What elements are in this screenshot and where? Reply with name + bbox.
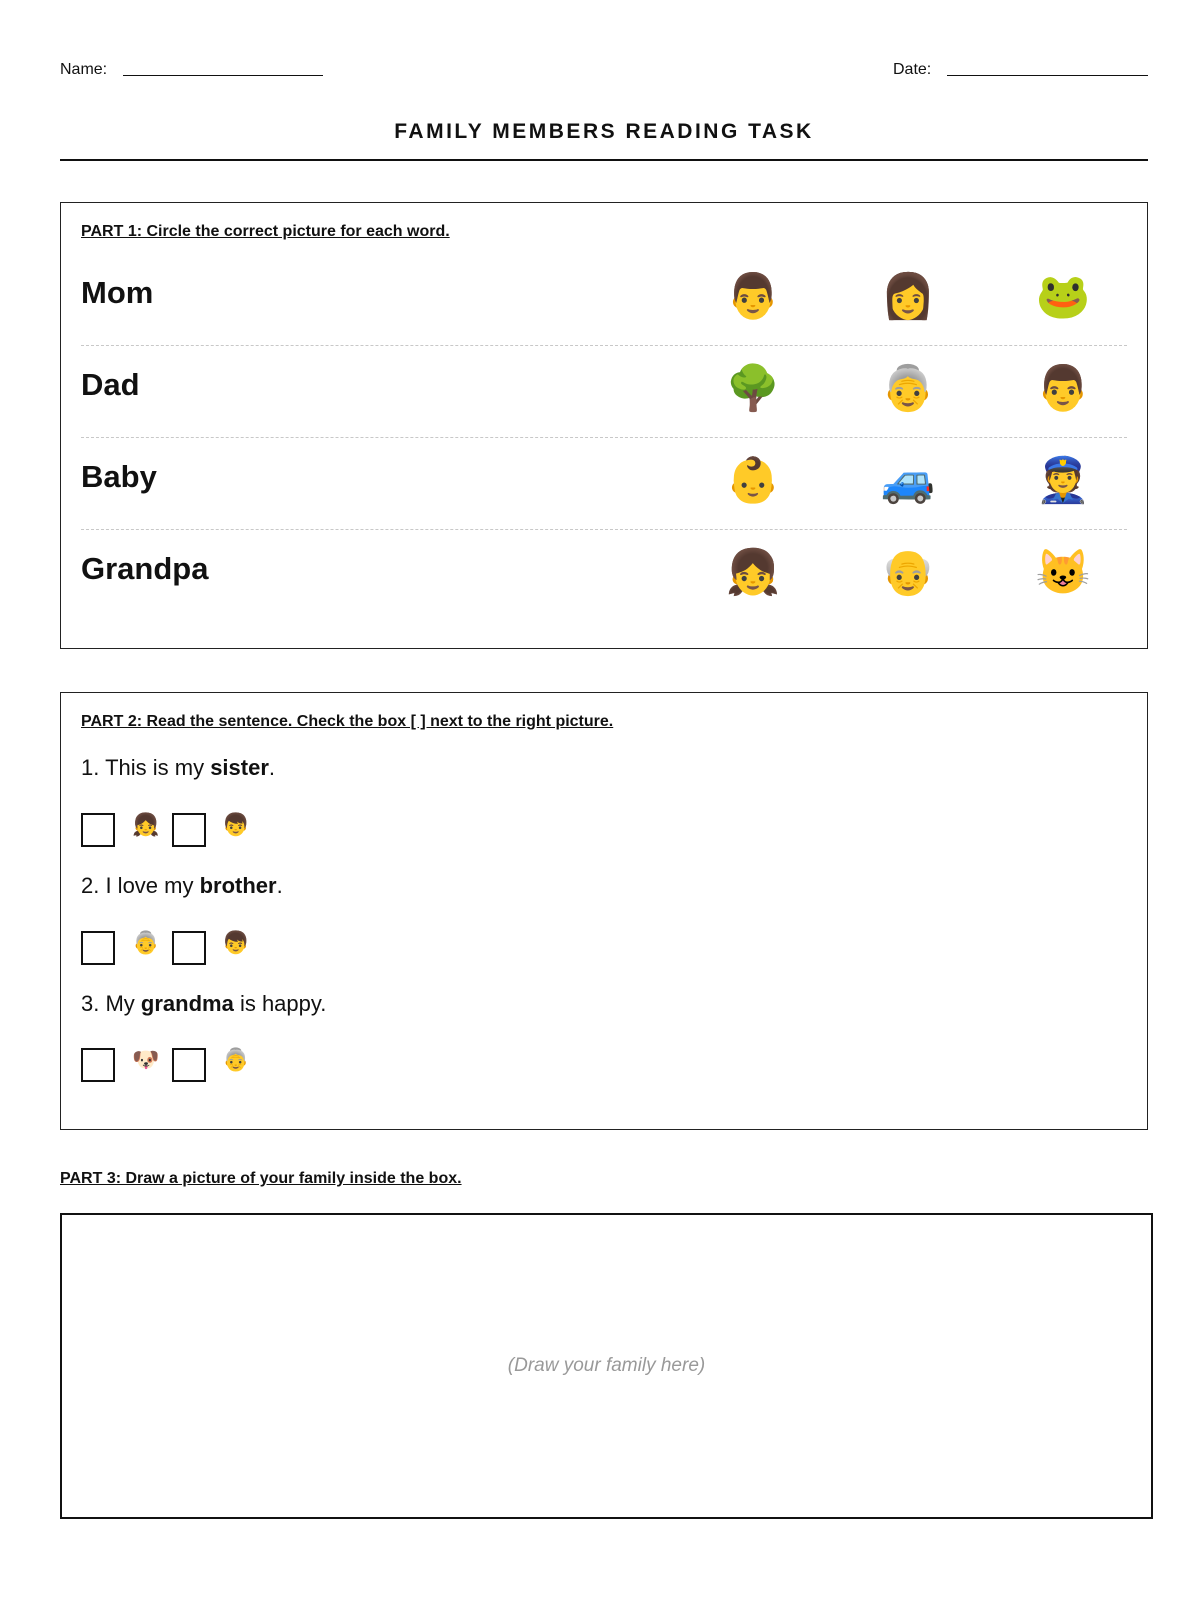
part2-heading: PART 2: Read the sentence. Check the box [ ] next to the right picture. (81, 713, 614, 730)
date-field[interactable] (947, 75, 1148, 76)
sentence-text: . (276, 873, 283, 898)
old-woman-icon: 👵 (132, 930, 160, 955)
baby-icon[interactable]: 👶 (725, 456, 781, 505)
word-label: Dad (81, 367, 140, 402)
checkbox-1a[interactable] (81, 813, 115, 847)
name-field[interactable] (123, 75, 323, 76)
sentence-3 (81, 991, 326, 1017)
woman-face-icon[interactable]: 👩 (880, 272, 936, 321)
drawing-area[interactable] (60, 1213, 1153, 1519)
dog-face-icon: 🐶 (132, 1047, 160, 1072)
sentence-keyword: grandma (140, 991, 234, 1016)
sentence-2 (81, 873, 283, 899)
checkbox-2b[interactable] (172, 931, 206, 965)
frog-icon[interactable]: 🐸 (1035, 272, 1091, 321)
car-icon[interactable]: 🚙 (880, 456, 936, 505)
page-title: FAMILY MEMBERS READING TASK (394, 120, 814, 143)
sentence-text: is happy. (233, 991, 327, 1016)
checkbox-3a[interactable] (81, 1048, 115, 1082)
old-woman-icon[interactable]: 👵 (880, 364, 936, 413)
old-man-icon[interactable]: 👴 (880, 548, 936, 597)
tree-icon[interactable]: 🌳 (725, 364, 781, 413)
part1-section (60, 202, 1148, 649)
sentence-keyword: brother (199, 873, 277, 898)
boy-icon: 👦 (222, 930, 250, 955)
man-face-icon[interactable]: 👨 (725, 272, 781, 321)
name-label: Name: (60, 61, 108, 78)
part2-section (60, 692, 1148, 1130)
part1-heading: PART 1: Circle the correct picture for each word. (81, 223, 450, 240)
sentence-1 (81, 755, 275, 781)
word-label: Grandpa (81, 551, 209, 586)
sentence-text: 1. This is my (81, 755, 211, 780)
checkbox-1b[interactable] (172, 813, 206, 847)
old-woman-icon: 👵 (222, 1047, 250, 1072)
boy-icon: 👦 (222, 812, 250, 837)
checkbox-2a[interactable] (81, 931, 115, 965)
man-face-icon[interactable]: 👨 (1035, 364, 1091, 413)
police-officer-icon[interactable]: 👮 (1035, 456, 1091, 505)
sentence-keyword: sister (210, 755, 269, 780)
sentence-text: . (268, 755, 276, 780)
word-label: Mom (81, 275, 154, 310)
word-label: Baby (81, 459, 157, 494)
part1-row-mom (81, 253, 1127, 346)
girl-icon[interactable]: 👧 (725, 548, 781, 597)
part1-row-grandpa (81, 529, 1127, 621)
checkbox-3b[interactable] (172, 1048, 206, 1082)
sentence-text: 2. I love my (81, 873, 200, 898)
part1-row-dad (81, 345, 1127, 438)
part1-row-baby (81, 437, 1127, 530)
girl-icon: 👧 (132, 812, 160, 837)
drawing-placeholder: (Draw your family here) (507, 1355, 706, 1376)
cat-face-icon[interactable]: 😺 (1035, 548, 1091, 597)
date-label: Date: (893, 61, 932, 78)
sentence-text: 3. My (81, 991, 141, 1016)
title-divider (60, 159, 1148, 161)
part3-heading: PART 3: Draw a picture of your family inside the box. (60, 1170, 462, 1187)
